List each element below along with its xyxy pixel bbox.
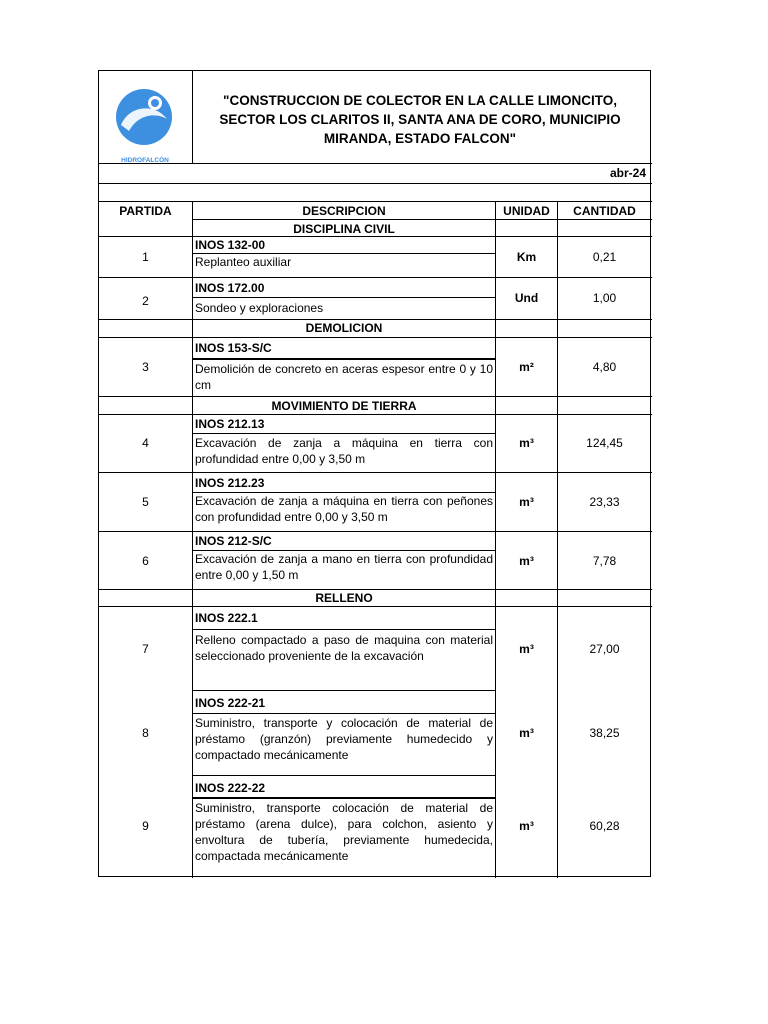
partida-9: 9 <box>142 819 149 833</box>
item-quantity: 4,80 <box>592 359 617 374</box>
item-unit: m³ <box>519 726 534 740</box>
item-quantity: 27,00 <box>589 641 620 656</box>
section-movimiento-tierra: MOVIMIENTO DE TIERRA <box>271 399 417 413</box>
col-cantidad: CANTIDAD <box>573 204 636 218</box>
col-partida: PARTIDA <box>119 204 172 218</box>
item-code: INOS 212-S/C <box>195 534 272 548</box>
budget-table <box>98 70 651 877</box>
item-code: INOS 153-S/C <box>195 341 272 355</box>
item-quantity: 23,33 <box>589 494 620 509</box>
item-description: Excavación de zanja a máquina en tierra con profundidad entre 0,00 y 3,50 m <box>195 436 493 466</box>
partida-5: 5 <box>142 494 149 509</box>
item-code: INOS 222.1 <box>195 611 258 625</box>
item-quantity: 124,45 <box>586 436 623 450</box>
section-demolicion: DEMOLICION <box>305 321 383 335</box>
item-description: Suministro, transporte y colocación de material de préstamo (granzón) previamente humedecido y compactado mecánicamente <box>195 716 493 762</box>
item-code: INOS 222-21 <box>195 696 266 710</box>
hidrofalcon-logo <box>111 85 181 165</box>
col-unidad: UNIDAD <box>503 204 550 218</box>
item-quantity: 0,21 <box>592 250 617 264</box>
item-unit: m³ <box>519 553 534 568</box>
water-drop-icon <box>111 85 181 165</box>
item-code: INOS 212.23 <box>195 476 265 490</box>
item-unit: m² <box>519 359 534 374</box>
item-unit: m³ <box>519 641 534 656</box>
item-description: Replanteo auxiliar <box>195 255 292 269</box>
partida-6: 6 <box>142 553 149 568</box>
partida-4: 4 <box>142 436 149 450</box>
partida-8: 8 <box>142 726 149 740</box>
item-description: Excavación de zanja a mano en tierra con profundidad entre 0,00 y 1,50 m <box>195 552 493 582</box>
item-code: INOS 222-22 <box>195 781 266 795</box>
item-unit: m³ <box>519 494 534 509</box>
item-unit: Km <box>516 250 537 264</box>
item-quantity: 38,25 <box>589 726 620 740</box>
document-date: abr-24 <box>609 166 646 180</box>
document-title: "CONSTRUCCION DE COLECTOR EN LA CALLE LIMONCITO, SECTOR LOS CLARITOS II, SANTA ANA DE CORO, MUNICIPIO MIRANDA, ESTADO FALCON" <box>219 93 621 146</box>
section-relleno: RELLENO <box>315 591 373 605</box>
item-description: Relleno compactado a paso de maquina con material seleccionado proveniente de la excavación <box>195 633 493 663</box>
col-descripcion: DESCRIPCION <box>302 204 386 218</box>
item-unit: m³ <box>519 436 534 450</box>
item-description: Demolición de concreto en aceras espesor entre 0 y 10 cm <box>195 362 493 392</box>
item-quantity: 60,28 <box>589 819 620 833</box>
item-code: INOS 212.13 <box>195 417 265 431</box>
item-quantity: 7,78 <box>592 553 617 568</box>
item-unit: m³ <box>519 819 534 833</box>
partida-1: 1 <box>142 250 149 264</box>
partida-2: 2 <box>142 293 149 308</box>
partida-7: 7 <box>142 641 149 656</box>
item-description: Suministro, transporte colocación de material de préstamo (arena dulce), para colchon, asiento y envoltura de tubería, previamente humedecida, compactada mecánicamente <box>195 801 493 863</box>
item-quantity: 1,00 <box>592 291 617 305</box>
partida-3: 3 <box>142 359 149 374</box>
item-description: Sondeo y exploraciones <box>195 301 324 315</box>
item-code: INOS 132-00 <box>195 238 266 252</box>
item-unit: Und <box>514 291 539 305</box>
logo-text: HIDROFALCÓN <box>121 157 169 164</box>
item-description: Excavación de zanja a máquina en tierra con peñones con profundidad entre 0,00 y 3,50 m <box>195 494 493 524</box>
item-code: INOS 172.00 <box>195 281 265 295</box>
section-disciplina-civil: DISCIPLINA CIVIL <box>293 222 395 236</box>
